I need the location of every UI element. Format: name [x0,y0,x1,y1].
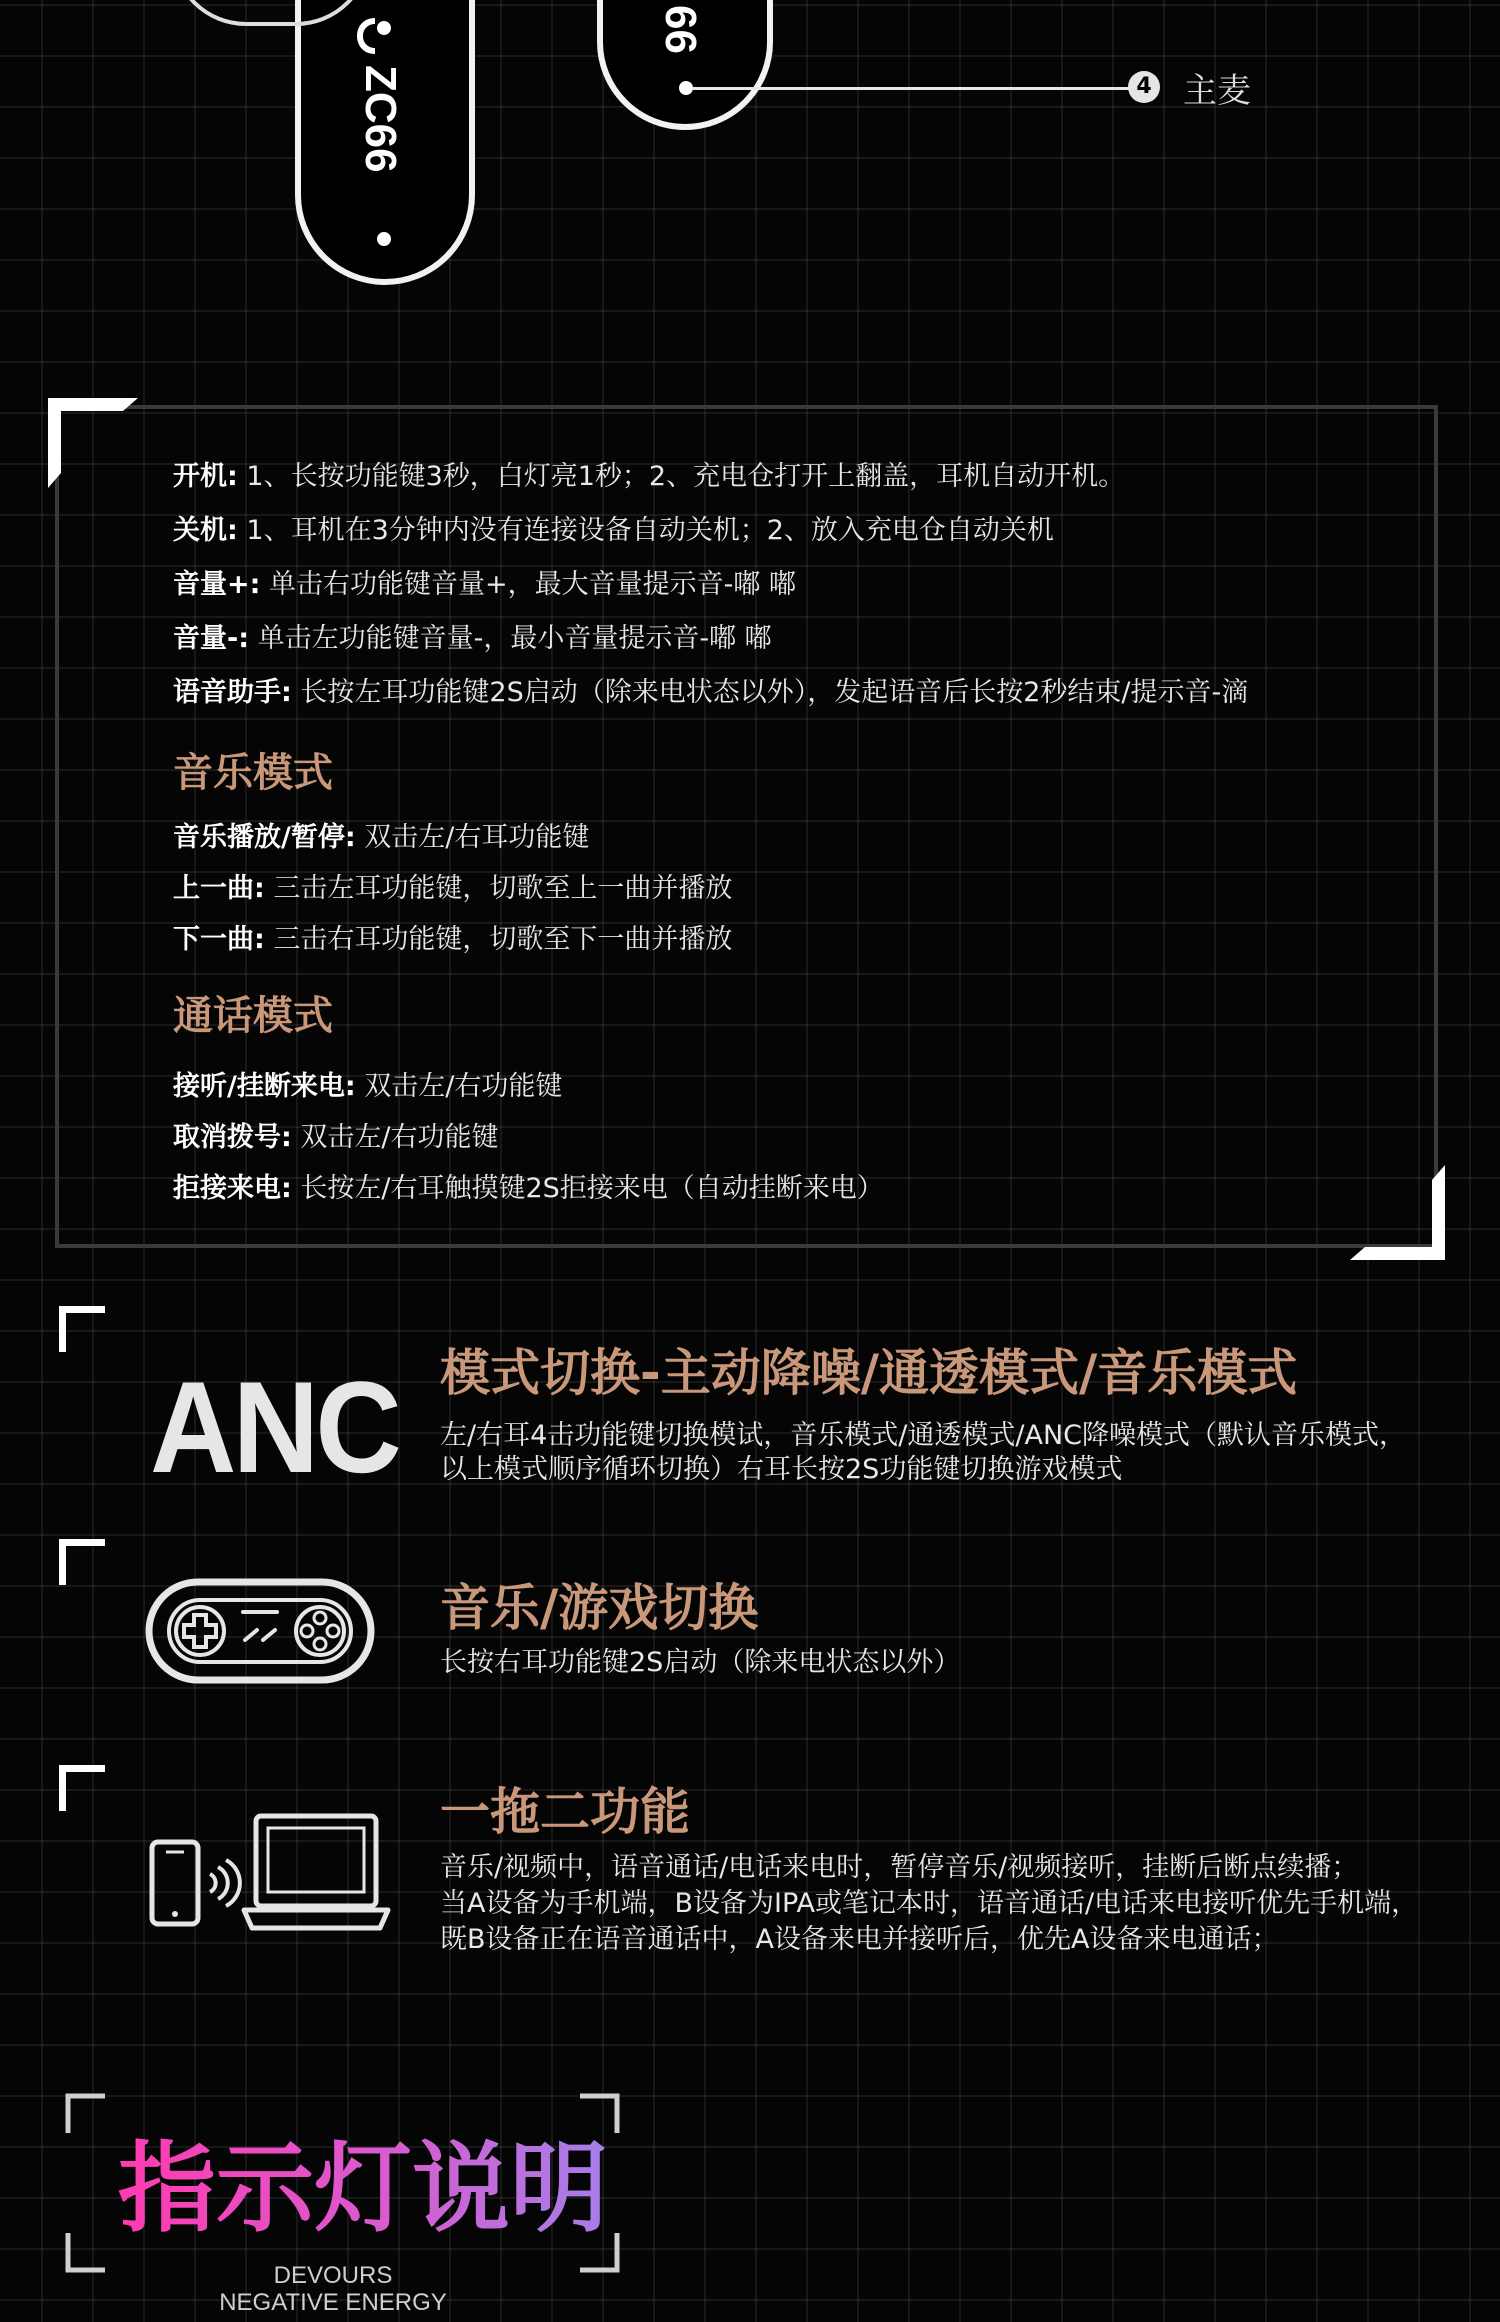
left-earbud-brand: ZC66 [356,65,405,173]
volume-up-line: 音量+: 单击右功能键音量+，最大音量提示音-嘟 嘟 [173,569,796,600]
mic-label: 主麦 [1183,71,1251,111]
right-earbud-mic-dot [679,81,693,95]
game-title: 音乐/游戏切换 [440,1579,759,1637]
music-mode-title: 音乐模式 [173,750,333,796]
call-answer-line: 接听/挂断来电: 双击左/右功能键 [173,1071,563,1102]
mic-number-badge: 4 [1128,71,1160,103]
game-desc-line1: 长按右耳功能键2S启动（除来电状态以外） [440,1647,961,1678]
left-earbud-mic-dot [377,232,391,246]
game-corner-bracket [59,1539,105,1585]
anc-desc-line2: 以上模式顺序循环切换）右耳长按2S功能键切换游戏模式 [440,1454,1123,1485]
indicator-subtitle-line1: DEVOURS [273,2262,393,2289]
anc-logo: ANC [150,1354,399,1500]
phone-to-laptop-icon [148,1812,393,1934]
mascot-logo-icon [350,12,400,62]
indicator-title: 指示灯说明 [118,2110,608,2251]
dual-desc-line2: 当A设备为手机端，B设备为IPA或笔记本时，语音通话/电话来电接听优先手机端， [440,1888,1419,1919]
power-off-line: 关机: 1、耳机在3分钟内没有连接设备自动关机；2、放入充电仓自动关机 [173,515,1054,546]
indicator-subtitle-line2: NEGATIVE ENERGY [219,2289,447,2316]
dual-title: 一拖二功能 [440,1783,690,1841]
dual-desc-line3: 既B设备正在语音通话中，A设备来电并接听后，优先A设备来电通话； [440,1924,1279,1955]
call-reject-line: 拒接来电: 长按左/右耳触摸键2S拒接来电（自动挂断来电） [173,1173,884,1204]
mic-pointer-line [693,87,1133,90]
dual-corner-bracket [59,1765,105,1811]
call-cancel-line: 取消拨号: 双击左/右功能键 [173,1122,499,1153]
gamepad-icon [145,1578,375,1684]
left-earbud-inner-ring [171,0,371,26]
anc-title: 模式切换-主动降噪/通透模式/音乐模式 [440,1344,1298,1402]
anc-corner-bracket [59,1306,105,1352]
music-play-pause-line: 音乐播放/暂停: 双击左/右耳功能键 [173,822,590,853]
corner-bracket-top-left [48,398,138,488]
right-earbud-brand: 66 [656,5,705,54]
music-next-line: 下一曲: 三击右耳功能键，切歌至下一曲并播放 [173,924,733,955]
voice-assistant-line: 语音助手: 长按左耳功能键2S启动（除来电状态以外），发起语音后长按2秒结束/提示音-滴 [173,677,1249,708]
dual-desc-line1: 音乐/视频中，语音通话/电话来电时，暂停音乐/视频接听，挂断后断点续播； [440,1852,1359,1883]
power-on-line: 开机: 1、长按功能键3秒，白灯亮1秒；2、充电仓打开上翻盖，耳机自动开机。 [173,461,1126,492]
call-mode-title: 通话模式 [173,993,333,1039]
music-prev-line: 上一曲: 三击左耳功能键，切歌至上一曲并播放 [173,873,733,904]
corner-bracket-bottom-right [1350,1165,1445,1260]
anc-desc-line1: 左/右耳4击功能键切换模试，音乐模式/通透模式/ANC降噪模式（默认音乐模式， [440,1420,1406,1451]
volume-down-line: 音量-: 单击左功能键音量-，最小音量提示音-嘟 嘟 [173,623,772,654]
